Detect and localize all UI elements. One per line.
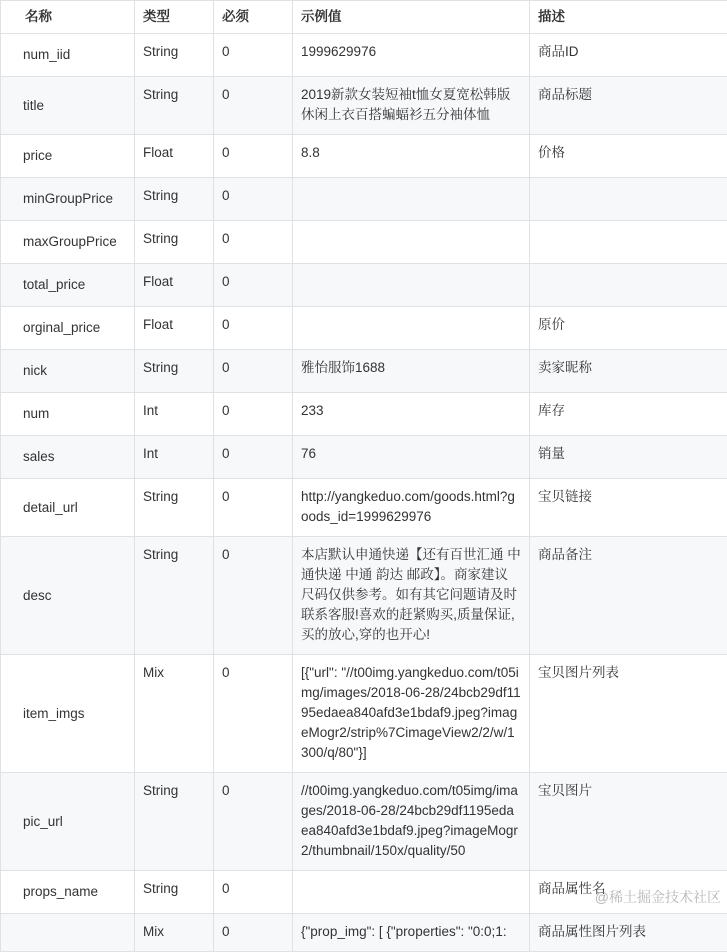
cell-example: 本店默认申通快递【还有百世汇通 中通快递 中通 韵达 邮政】。商家建议尺码仅供参考。如有其它问题请及时联系客服!喜欢的赶紧购买,质量保证,买的放心,穿的也开心! xyxy=(293,537,530,655)
cell-type: String xyxy=(135,350,214,393)
cell-required: 0 xyxy=(214,479,293,537)
cell-required: 0 xyxy=(214,914,293,952)
cell-required: 0 xyxy=(214,393,293,436)
cell-example: 233 xyxy=(293,393,530,436)
cell-required: 0 xyxy=(214,135,293,178)
header-example: 示例值 xyxy=(293,1,530,34)
cell-description xyxy=(530,264,727,307)
cell-example: [{"url": "//t00img.yangkeduo.com/t05img/images/2018-06-28/24bcb29df1195edaea840afd3e1bdaf9.jpeg?imageMogr2/strip%7CimageView2/2/w/1300/q/80"}] xyxy=(293,655,530,773)
cell-description: 商品属性名 xyxy=(530,871,727,914)
header-name: 名称 xyxy=(1,1,135,34)
cell-description: 价格 xyxy=(530,135,727,178)
cell-example xyxy=(293,307,530,350)
cell-description xyxy=(530,221,727,264)
cell-example: 2019新款女装短袖t恤女夏宽松韩版休闲上衣百搭蝙蝠衫五分袖体恤 xyxy=(293,77,530,135)
cell-required: 0 xyxy=(214,307,293,350)
cell-type: String xyxy=(135,178,214,221)
table-row xyxy=(1,537,727,655)
cell-type: Int xyxy=(135,436,214,479)
cell-required: 0 xyxy=(214,77,293,135)
cell-type: Float xyxy=(135,135,214,178)
cell-required: 0 xyxy=(214,655,293,773)
cell-required: 0 xyxy=(214,221,293,264)
cell-description: 宝贝链接 xyxy=(530,479,727,537)
table-row xyxy=(1,307,727,350)
cell-required: 0 xyxy=(214,264,293,307)
cell-example: 雅怡服饰1688 xyxy=(293,350,530,393)
cell-description: 商品标题 xyxy=(530,77,727,135)
table-row xyxy=(1,264,727,307)
cell-required: 0 xyxy=(214,436,293,479)
table-row xyxy=(1,479,727,537)
cell-description: 商品备注 xyxy=(530,537,727,655)
cell-example xyxy=(293,264,530,307)
cell-description: 商品ID xyxy=(530,34,727,77)
cell-name: item_imgs xyxy=(1,655,135,773)
cell-name: sales xyxy=(1,436,135,479)
header-required: 必须 xyxy=(214,1,293,34)
cell-name: desc xyxy=(1,537,135,655)
cell-example: 1999629976 xyxy=(293,34,530,77)
table-row xyxy=(1,350,727,393)
cell-name: maxGroupPrice xyxy=(1,221,135,264)
cell-description: 卖家昵称 xyxy=(530,350,727,393)
cell-name: minGroupPrice xyxy=(1,178,135,221)
cell-type: Int xyxy=(135,393,214,436)
cell-name: total_price xyxy=(1,264,135,307)
cell-type: String xyxy=(135,773,214,871)
cell-name: orginal_price xyxy=(1,307,135,350)
table-header-row xyxy=(1,1,727,34)
cell-description: 宝贝图片列表 xyxy=(530,655,727,773)
cell-type: Float xyxy=(135,307,214,350)
cell-type: String xyxy=(135,221,214,264)
cell-required: 0 xyxy=(214,773,293,871)
cell-example xyxy=(293,178,530,221)
cell-name: pic_url xyxy=(1,773,135,871)
cell-name: detail_url xyxy=(1,479,135,537)
cell-description: 商品属性图片列表 xyxy=(530,914,727,952)
cell-type: String xyxy=(135,537,214,655)
cell-description xyxy=(530,178,727,221)
cell-description: 宝贝图片 xyxy=(530,773,727,871)
cell-name: title xyxy=(1,77,135,135)
cell-type: Mix xyxy=(135,914,214,952)
table-row xyxy=(1,34,727,77)
cell-name: price xyxy=(1,135,135,178)
cell-example: {"prop_img": [ {"properties": "0:0;1: xyxy=(293,914,530,952)
watermark-text: @稀土掘金技术社区 xyxy=(595,887,721,907)
table-row xyxy=(1,221,727,264)
cell-example xyxy=(293,871,530,914)
table-row xyxy=(1,773,727,871)
table-row xyxy=(1,178,727,221)
header-type: 类型 xyxy=(135,1,214,34)
cell-name: num_iid xyxy=(1,34,135,77)
cell-type: String xyxy=(135,34,214,77)
cell-example: 76 xyxy=(293,436,530,479)
table-body xyxy=(1,34,727,952)
cell-example xyxy=(293,221,530,264)
cell-type: String xyxy=(135,77,214,135)
header-description: 描述 xyxy=(530,1,727,34)
cell-required: 0 xyxy=(214,34,293,77)
table-row xyxy=(1,655,727,773)
cell-name: props_name xyxy=(1,871,135,914)
table-row xyxy=(1,77,727,135)
table-row xyxy=(1,436,727,479)
cell-example: 8.8 xyxy=(293,135,530,178)
cell-required: 0 xyxy=(214,350,293,393)
cell-name: nick xyxy=(1,350,135,393)
cell-description: 库存 xyxy=(530,393,727,436)
cell-type: Float xyxy=(135,264,214,307)
cell-example: http://yangkeduo.com/goods.html?goods_id=1999629976 xyxy=(293,479,530,537)
table-row xyxy=(1,393,727,436)
table-row xyxy=(1,914,727,952)
cell-name: num xyxy=(1,393,135,436)
cell-description: 原价 xyxy=(530,307,727,350)
cell-required: 0 xyxy=(214,871,293,914)
table-row xyxy=(1,135,727,178)
cell-required: 0 xyxy=(214,178,293,221)
cell-type: String xyxy=(135,871,214,914)
cell-example: //t00img.yangkeduo.com/t05img/images/2018-06-28/24bcb29df1195edaea840afd3e1bdaf9.jpeg?imageMogr2/thumbnail/150x/quality/50 xyxy=(293,773,530,871)
cell-name xyxy=(1,914,135,952)
cell-description: 销量 xyxy=(530,436,727,479)
cell-type: Mix xyxy=(135,655,214,773)
cell-required: 0 xyxy=(214,537,293,655)
cell-type: String xyxy=(135,479,214,537)
